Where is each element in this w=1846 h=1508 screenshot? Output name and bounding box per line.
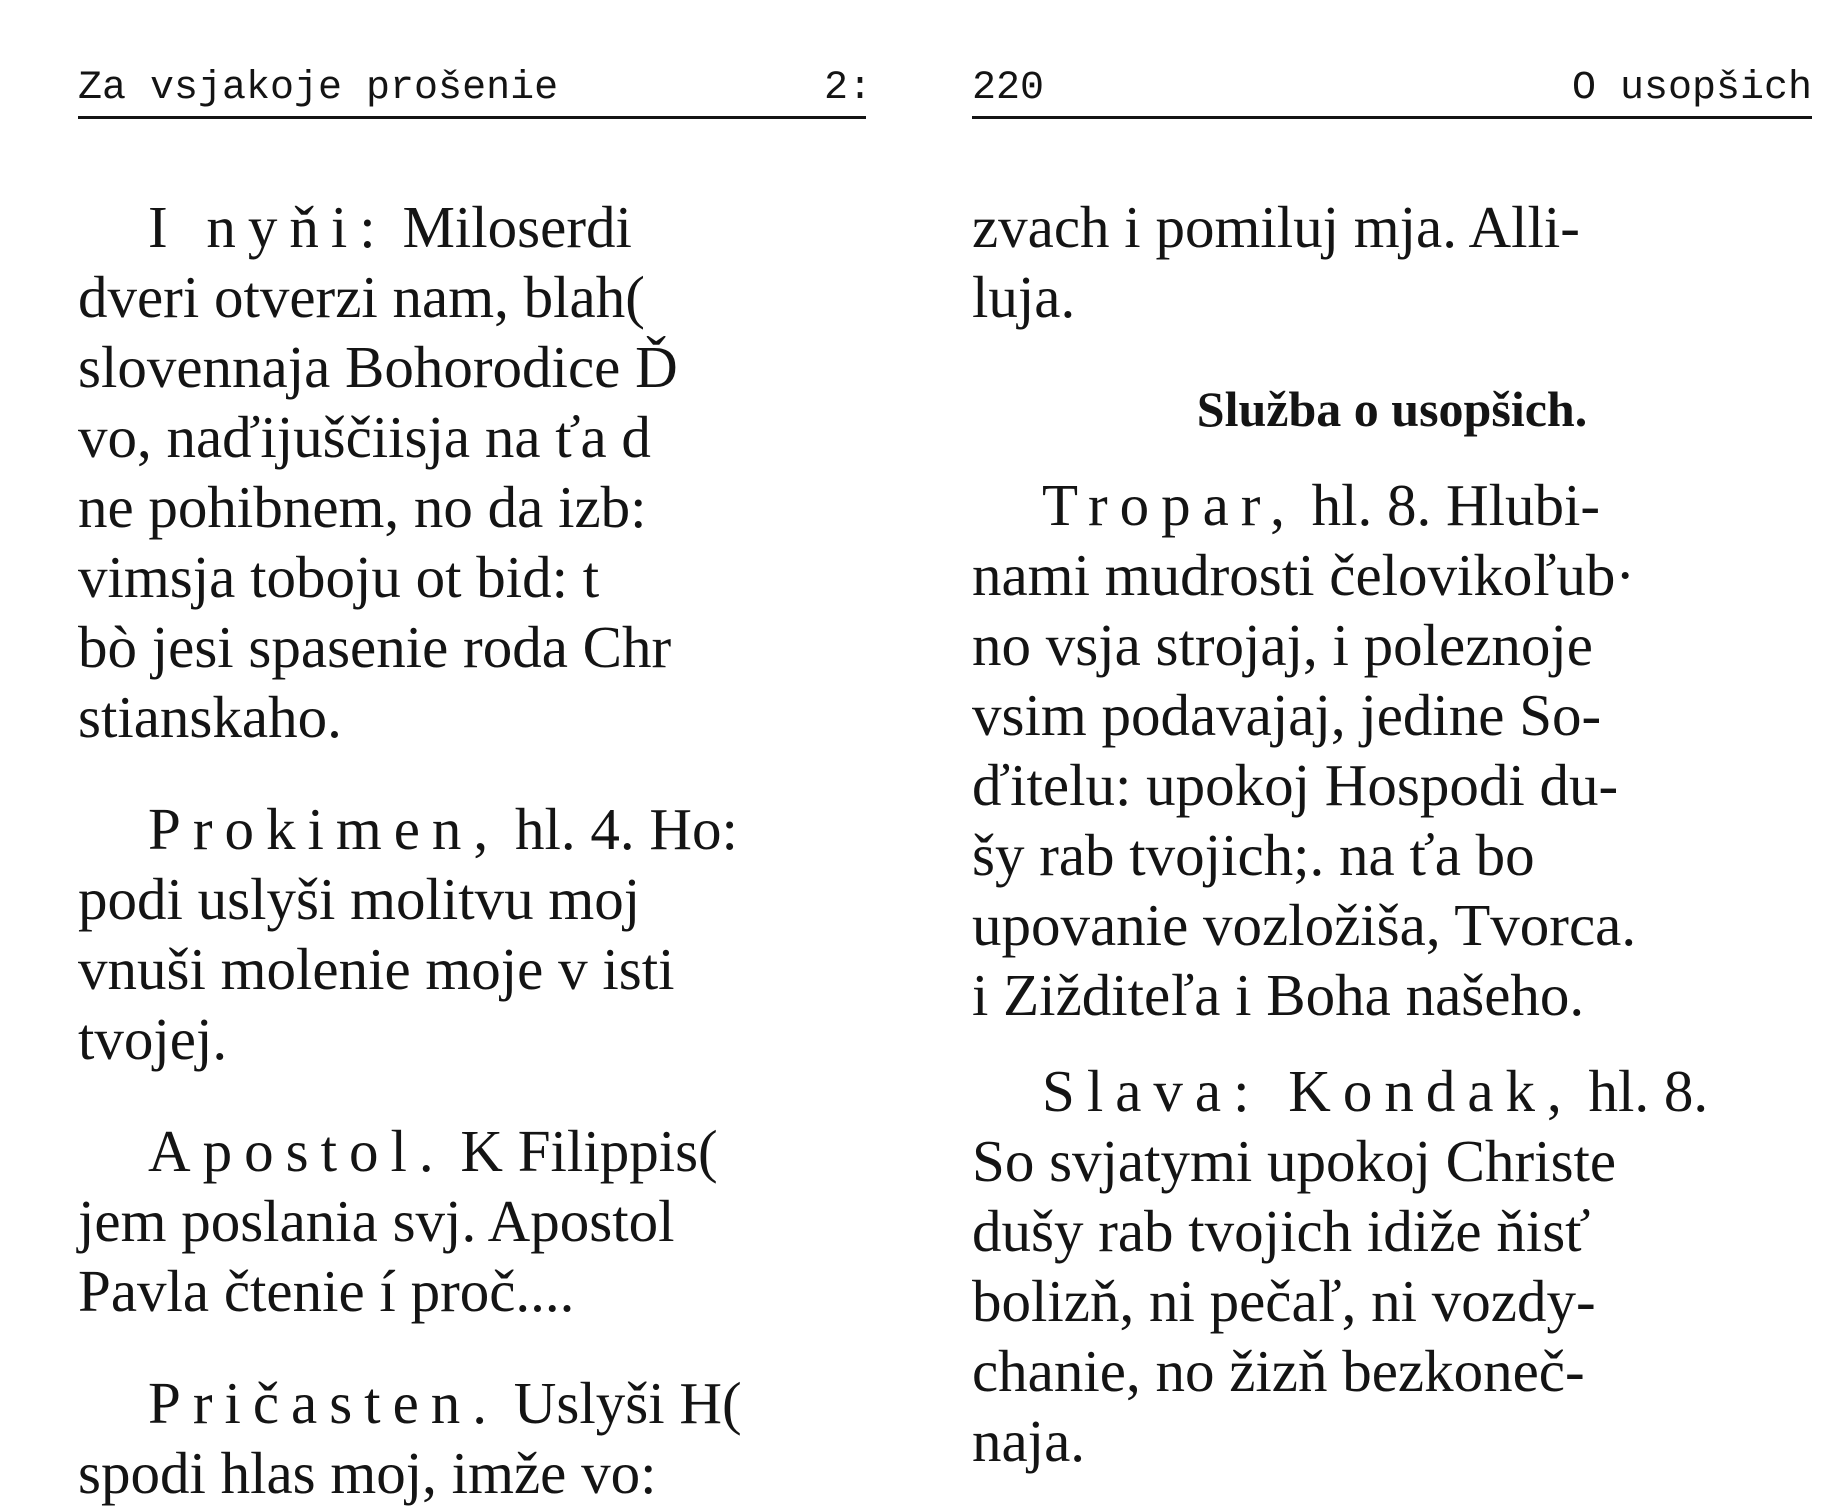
text-line — [972, 1126, 1812, 1196]
text-line — [78, 1004, 918, 1074]
text-line — [78, 1438, 918, 1508]
text-line — [78, 192, 918, 262]
text-line — [78, 1368, 918, 1438]
text-line — [972, 540, 1812, 610]
text-line — [972, 960, 1812, 1030]
line-text: chanie, no žizň bezkoneč- — [972, 1338, 1585, 1404]
line-text: tvojej. — [78, 1006, 228, 1072]
line-text: Pavla čtenie í proč.... — [78, 1258, 575, 1324]
line-text: nami mudrosti čelovikoľub· — [972, 542, 1636, 608]
line-text: luja. — [972, 264, 1076, 330]
running-title-left: Za vsjakoje prošenie — [78, 66, 559, 111]
line-text: K Filippis( — [445, 1118, 718, 1184]
page-number-left: 2: — [823, 66, 872, 111]
text-line — [972, 750, 1812, 820]
text-line — [972, 1196, 1812, 1266]
kondak-paragraph — [972, 1056, 1812, 1476]
text-line — [972, 1336, 1812, 1406]
text-line — [78, 794, 918, 864]
line-text: hl. 8. — [1573, 1058, 1709, 1124]
line-text: hl. 8. Hlubi- — [1296, 472, 1601, 538]
text-line — [78, 1116, 918, 1186]
line-text: dušy rab tvojich idiže ňisť — [972, 1198, 1591, 1264]
section-title: Služba o usopšich. — [1196, 381, 1588, 437]
left-page — [78, 0, 872, 1506]
text-line — [972, 820, 1812, 890]
text-line — [972, 262, 1812, 332]
tropar-paragraph — [972, 470, 1812, 1030]
running-title-right: O usopšich — [1571, 66, 1812, 111]
line-text: vnuši molenie moje v isti — [78, 936, 675, 1002]
line-text: vsim podavajaj, jedine So- — [972, 682, 1602, 748]
line-text: jem poslania svj. Apostol — [78, 1188, 675, 1254]
text-line — [78, 332, 918, 402]
line-text: dveri otverzi nam, blah( — [78, 264, 645, 330]
line-text: So svjatymi upokoj Christe — [972, 1128, 1617, 1194]
line-text: slovennaja Bohorodice Ď — [78, 334, 678, 400]
text-line — [78, 472, 918, 542]
spaced-heading-word: Prokimen, — [148, 796, 501, 862]
text-line — [972, 680, 1812, 750]
text-line — [972, 470, 1812, 540]
text-line — [972, 1406, 1812, 1476]
page-number-right: 220 — [972, 66, 1045, 111]
line-text: ne pohibnem, no da izb: — [78, 474, 647, 540]
spaced-heading-word: Apostol. — [148, 1118, 446, 1184]
line-text: no vsja strojaj, i poleznoje — [972, 612, 1593, 678]
text-line — [78, 934, 918, 1004]
text-line — [78, 682, 918, 752]
text-line — [78, 1186, 918, 1256]
spaced-heading-word: Tropar, — [1042, 472, 1297, 538]
left-page-header — [78, 62, 872, 119]
line-text: ďitelu: upokoj Hospodi du- — [972, 752, 1619, 818]
spaced-heading-word: Pričasten. — [148, 1370, 500, 1436]
right-page-body — [972, 192, 1812, 1476]
line-text: bolizň, ni pečaľ, ni vozdy- — [972, 1268, 1596, 1334]
line-text: zvach i pomiluj mja. Alli- — [972, 194, 1580, 260]
text-line — [972, 890, 1812, 960]
text-line — [972, 1056, 1812, 1126]
text-line — [78, 1256, 918, 1326]
intro-paragraph — [972, 192, 1812, 332]
line-text: upovanie vozložiša, Tvorca. — [972, 892, 1637, 958]
line-text: bò jesi spasenie roda Chr — [78, 614, 672, 680]
right-page-header — [972, 62, 1812, 119]
spaced-heading-word: I nyňi: — [148, 194, 388, 260]
text-line — [78, 542, 918, 612]
text-line — [972, 1266, 1812, 1336]
spaced-heading-word: Slava: Kondak, — [1042, 1058, 1574, 1124]
right-page — [972, 0, 1812, 1500]
line-text: šy rab tvojich;. na ťa bo — [972, 822, 1535, 888]
line-text: Miloserdi — [387, 194, 632, 260]
line-text: i Zižditeľa i Boha našeho. — [972, 962, 1585, 1028]
text-line — [78, 612, 918, 682]
line-text: hl. 4. Ho: — [500, 796, 738, 862]
text-line — [78, 864, 918, 934]
line-text: Uslyši H( — [499, 1370, 742, 1436]
line-text: vo, naďijuščiisja na ťa d — [78, 404, 651, 470]
text-line — [972, 192, 1812, 262]
line-text: vimsja toboju ot bid: t — [78, 544, 600, 610]
text-line — [78, 402, 918, 472]
left-page-body — [78, 192, 918, 1508]
line-text: naja. — [972, 1408, 1086, 1474]
text-line — [972, 610, 1812, 680]
line-text: spodi hlas moj, imže vo: — [78, 1440, 657, 1506]
text-line — [78, 262, 918, 332]
line-text: stianskaho. — [78, 684, 342, 750]
line-text: podi uslyši molitvu moj — [78, 866, 641, 932]
